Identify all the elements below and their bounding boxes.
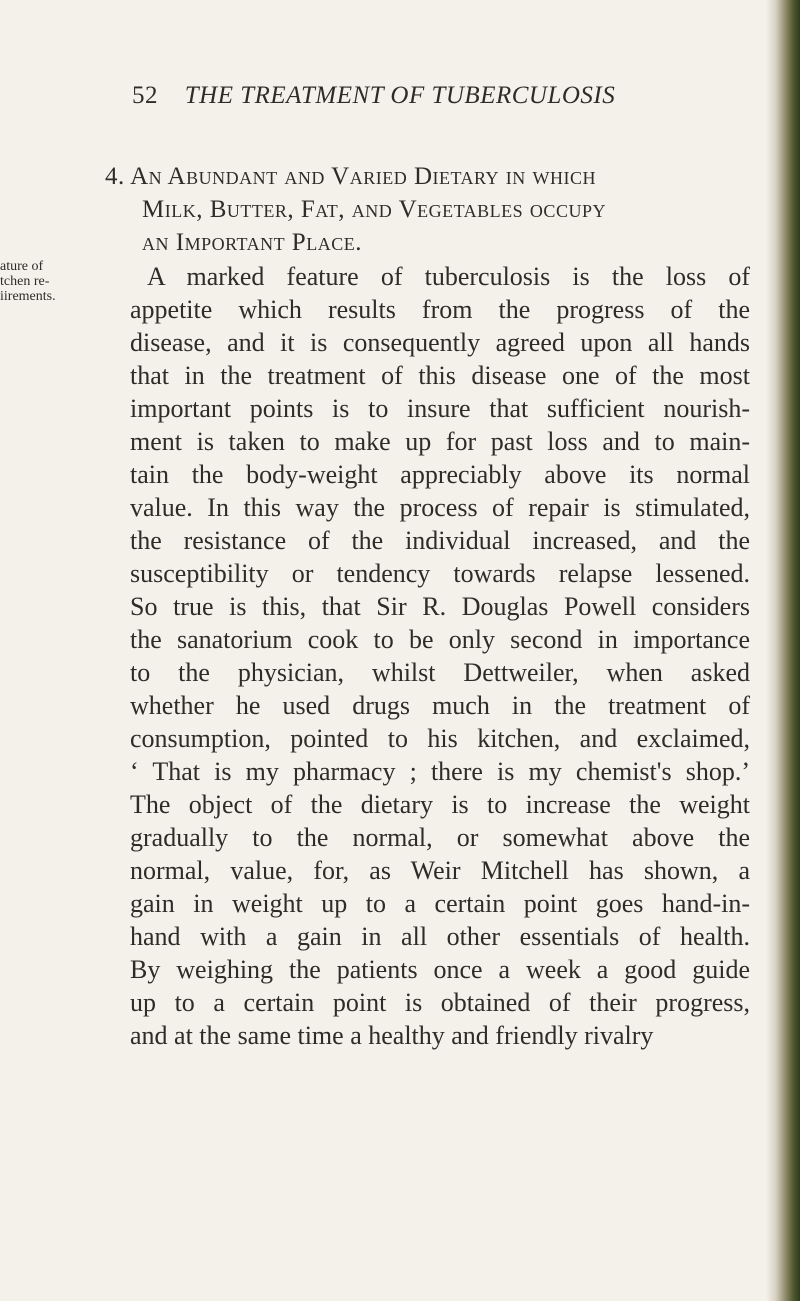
section-heading-line: an Important Place. (142, 229, 362, 256)
body-line: A marked feature of tuberculosis is the loss of (147, 262, 750, 291)
section-heading-line: 4. An Abundant and Varied Dietary in which (105, 163, 597, 190)
margin-note-line: ature of (0, 259, 44, 274)
body-line: susceptibility or tendency towards relapse lessened. (130, 559, 750, 588)
running-head (132, 82, 732, 122)
body-line: normal, value, for, as Weir Mitchell has shown, a (130, 856, 750, 885)
body-line: By weighing the patients once a week a good guide (130, 955, 750, 984)
body-line: hand with a gain in all other essentials of health. (130, 922, 750, 951)
margin-note-line: iirements. (0, 289, 56, 304)
body-line: up to a certain point is obtained of their progress, (130, 988, 750, 1017)
section-heading (105, 160, 745, 259)
body-line: important points is to insure that sufficient nourish- (130, 394, 750, 423)
body-line: appetite which results from the progress of the (130, 295, 750, 324)
margin-note-line: tchen re- (0, 274, 50, 289)
running-head-title: THE TREATMENT OF TUBERCULOSIS (184, 82, 616, 109)
body-line: that in the treatment of this disease one of the most (130, 361, 750, 390)
body-line: the sanatorium cook to be only second in importance (130, 625, 750, 654)
body-line: to the physician, whilst Dettweiler, when asked (130, 658, 750, 687)
body-line: the resistance of the individual increased, and the (130, 526, 750, 555)
body-line: gradually to the normal, or somewhat above the (130, 823, 750, 852)
book-spine-shadow (766, 0, 800, 1301)
body-line: ‘ That is my pharmacy ; there is my chemist's shop.’ (130, 757, 750, 786)
body-line: gain in weight up to a certain point goes hand-in- (130, 889, 750, 918)
body-line: So true is this, that Sir R. Douglas Powell considers (130, 592, 750, 621)
section-heading-line: Milk, Butter, Fat, and Vegetables occupy (142, 196, 606, 223)
body-line: whether he used drugs much in the treatment of (130, 691, 750, 720)
body-line: tain the body-weight appreciably above its normal (130, 460, 750, 489)
page-number: 52 (132, 82, 158, 109)
body-line: value. In this way the process of repair is stimulated, (130, 493, 750, 522)
body-line: ment is taken to make up for past loss and to main- (130, 427, 750, 456)
body-paragraph (130, 260, 750, 1052)
body-line: and at the same time a healthy and friendly rivalry (130, 1021, 654, 1050)
margin-note (0, 259, 95, 304)
body-line: consumption, pointed to his kitchen, and exclaimed, (130, 724, 750, 753)
body-line: The object of the dietary is to increase the weight (130, 790, 750, 819)
body-line: disease, and it is consequently agreed upon all hands (130, 328, 750, 357)
